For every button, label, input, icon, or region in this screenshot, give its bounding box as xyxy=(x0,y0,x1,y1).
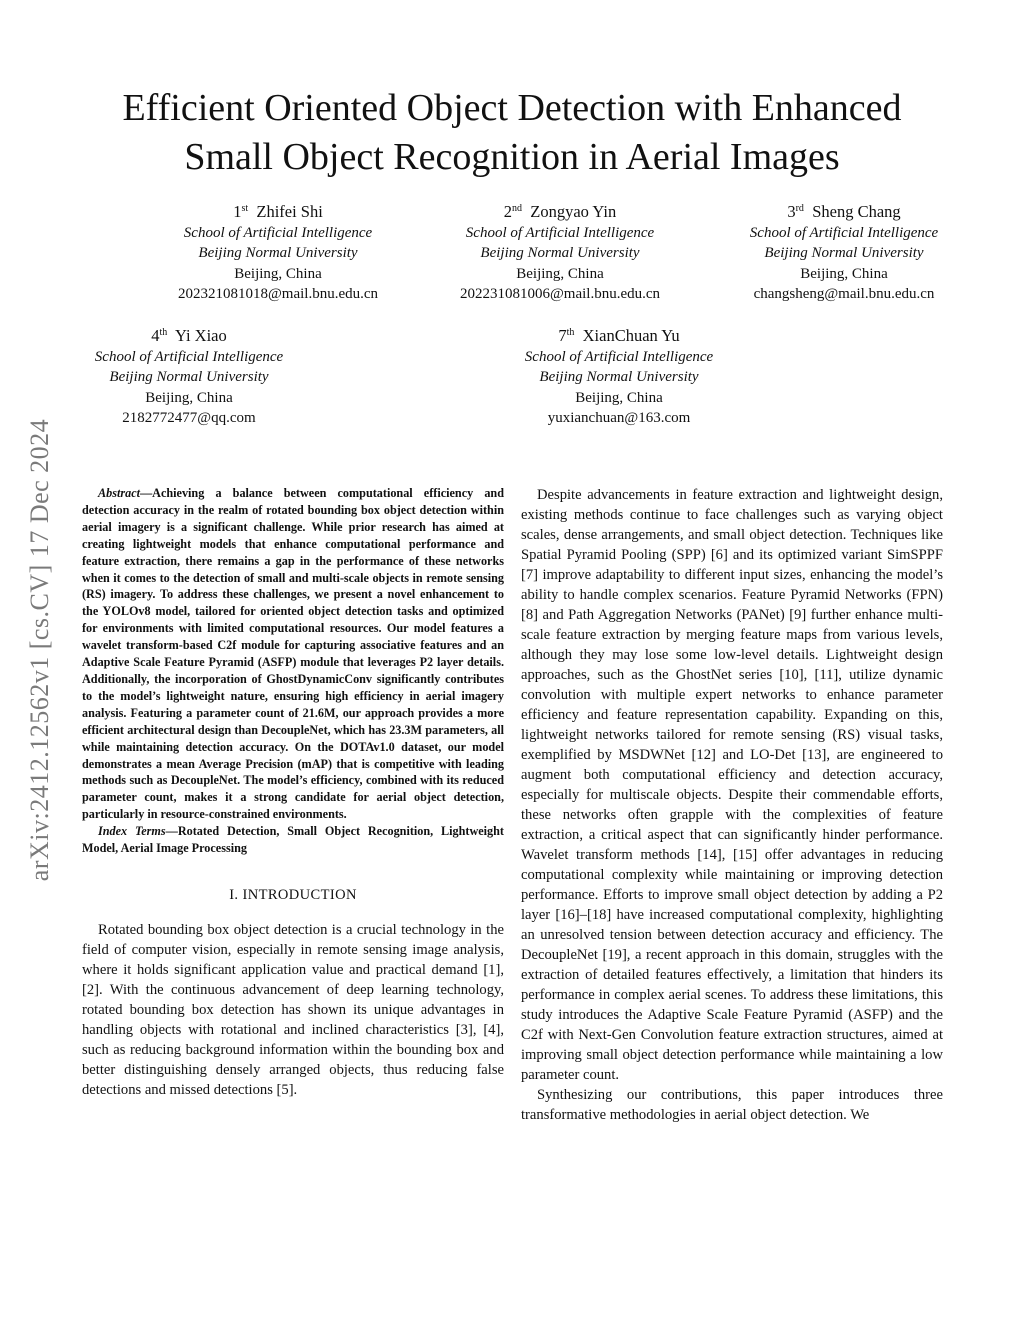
introduction-body xyxy=(82,920,504,1100)
arxiv-identifier-stamp xyxy=(18,350,62,950)
arxiv-identifier-text: arXiv:2412.12562v1 [cs.CV] 17 Dec 2024 xyxy=(25,418,54,882)
author-block-3 xyxy=(707,202,981,305)
author-email: 202231081006@mail.bnu.edu.cn xyxy=(459,286,661,302)
paper-title-line-2: Small Object Recognition in Aerial Images xyxy=(184,136,840,178)
author-block-1 xyxy=(141,202,415,305)
author-school: School of Artificial Intelligence xyxy=(749,224,939,241)
author-university: Beijing Normal University xyxy=(480,245,640,261)
author-name: 7th XianChuan Yu xyxy=(558,326,680,345)
index-terms-text: —Rotated Detection, Small Object Recognition, Lightweight Model, Aerial Image Processing xyxy=(82,824,504,856)
author-email: 202321081018@mail.bnu.edu.cn xyxy=(177,286,379,302)
paragraph: Rotated bounding box object detection is a crucial technology in the field of computer vision, especially in remote sensing image analysis, where it holds significant application value and practical demand [1], [2]. With the continuous advancement of deep learning technology, rotated bounding box detection has shown its unique advantages in handling objects with rotational and inclined characteristics [3], [4], such as reducing background information within the bounding box and better distinguishing densely arranged objects, thus reducing false detections and missed detections [5]. xyxy=(82,921,504,1098)
abstract-label: Abstract xyxy=(98,486,140,500)
paragraph: Despite advancements in feature extraction and lightweight design, existing methods continue to face challenges such as varying object scales, dense arrangements, and small object detection. Techniques like Spatial Pyramid Pooling (SPP) [6] and its optimized variant SimSPPF [7] improve adaptability to different input sizes, enhancing the model’s ability to handle complex scenarios. Feature Pyramid Networks (FPN) [8] and Path Aggregation Networks (PANet) [9] further enhance multi-scale feature extraction by merging feature maps from various levels, although they may lose some low-level details. Lightweight design approaches, such as the GhostNet series [10], [11], utilize dynamic convolution with multiple expert networks to enhance parameter efficiency and feature representation capability. Expanding on this, lightweight networks tailored for remote sensing (RS) visual tasks, exemplified by MSDWNet [12] and LO-Det [13], are engineered to augment both computational efficiency and detection accuracy, especially for multiscale objects. Despite their commendable efforts, these networks often grapple with the complexities of feature extraction, a critical aspect that can significantly hinder performance. Wavelet transform methods [14], [15] offer advantages in reducing computational complexity while maintaining or improving detection performance. Efforts to improve small object detection by adding a P2 layer [16]–[18] have increased computational complexity, highlighting an unresolved tension between detection accuracy and efficiency. The DecoupleNet [19], a recent approach in this domain, struggles with the extraction of detailed features effectively, a limitation that hinders its performance in complex aerial scenes. To address these limitations, this study introduces the Adaptive Scale Feature Pyramid (ASFP) and the C2f with Next-Gen Convolution feature extraction structures, aimed at improving small object detection performance while maintaining a low parameter count. xyxy=(521,487,943,1083)
author-city: Beijing, China xyxy=(234,265,322,282)
author-email: changsheng@mail.bnu.edu.cn xyxy=(753,286,935,302)
author-name: 3rd Sheng Chang xyxy=(787,202,901,221)
author-university: Beijing Normal University xyxy=(109,369,269,385)
right-column xyxy=(521,485,943,1125)
author-university: Beijing Normal University xyxy=(539,369,699,385)
section-heading-introduction: I. INTRODUCTION xyxy=(229,886,357,903)
abstract-text: —Achieving a balance between computational efficiency and detection accuracy in the realm of rotated bounding box object detection within aerial imagery is a significant challenge. While prior research has aimed at creating lightweight models that enhance computational performance and feature extraction, there remains a gap in the performance of these networks when it comes to the detection of small and multi-scale objects in remote sensing (RS) imagery. To address these challenges, we present a novel enhancement to the YOLOv8 model, tailored for oriented object detection tasks and optimized for environments with limited computational resources. Our model features a wavelet transform-based C2f module for capturing associative features and an Adaptive Scale Feature Pyramid (ASFP) module that leverages P2 layer details. Additionally, the incorporation of GhostDynamicConv significantly contributes to the model’s lightweight nature, ensuring high efficiency in aerial imagery analysis. Featuring a parameter count of 21.6M, our approach provides a more efficient architectural design than DecoupleNet, which has 23.3M parameters, all while maintaining detection accuracy. On the DOTAv1.0 dataset, our model demonstrates a mean Average Precision (mAP) that is competitive with leading methods such as DecoupleNet. The model’s efficiency, combined with its reduced parameter count, makes it a strong candidate for aerial object detection, particularly in resource-constrained environments. xyxy=(82,486,504,822)
author-email: yuxianchuan@163.com xyxy=(547,410,691,426)
author-email: 2182772477@qq.com xyxy=(122,410,256,426)
author-city: Beijing, China xyxy=(516,265,604,282)
author-school: School of Artificial Intelligence xyxy=(94,348,284,365)
author-block-5 xyxy=(486,326,752,429)
author-city: Beijing, China xyxy=(575,389,663,406)
author-university: Beijing Normal University xyxy=(198,245,358,261)
author-school: School of Artificial Intelligence xyxy=(524,348,714,365)
author-school: School of Artificial Intelligence xyxy=(465,224,655,241)
author-name: 4th Yi Xiao xyxy=(151,326,227,345)
author-block-2 xyxy=(423,202,697,305)
author-school: School of Artificial Intelligence xyxy=(183,224,373,241)
author-name: 2nd Zongyao Yin xyxy=(503,202,617,221)
author-city: Beijing, China xyxy=(800,265,888,282)
author-block-4 xyxy=(60,326,318,429)
paper-title-line-1: Efficient Oriented Object Detection with Enhanced xyxy=(122,87,902,129)
author-name: 1st Zhifei Shi xyxy=(233,202,323,221)
index-terms xyxy=(82,823,504,857)
author-city: Beijing, China xyxy=(145,389,233,406)
paragraph: Synthesizing our contributions, this paper introduces three transformative methodologies in aerial object detection. We xyxy=(521,1087,943,1123)
left-column xyxy=(82,485,504,1100)
index-terms-label: Index Terms xyxy=(98,824,166,839)
paper-title xyxy=(60,84,964,182)
abstract xyxy=(82,485,504,823)
author-university: Beijing Normal University xyxy=(764,245,924,261)
